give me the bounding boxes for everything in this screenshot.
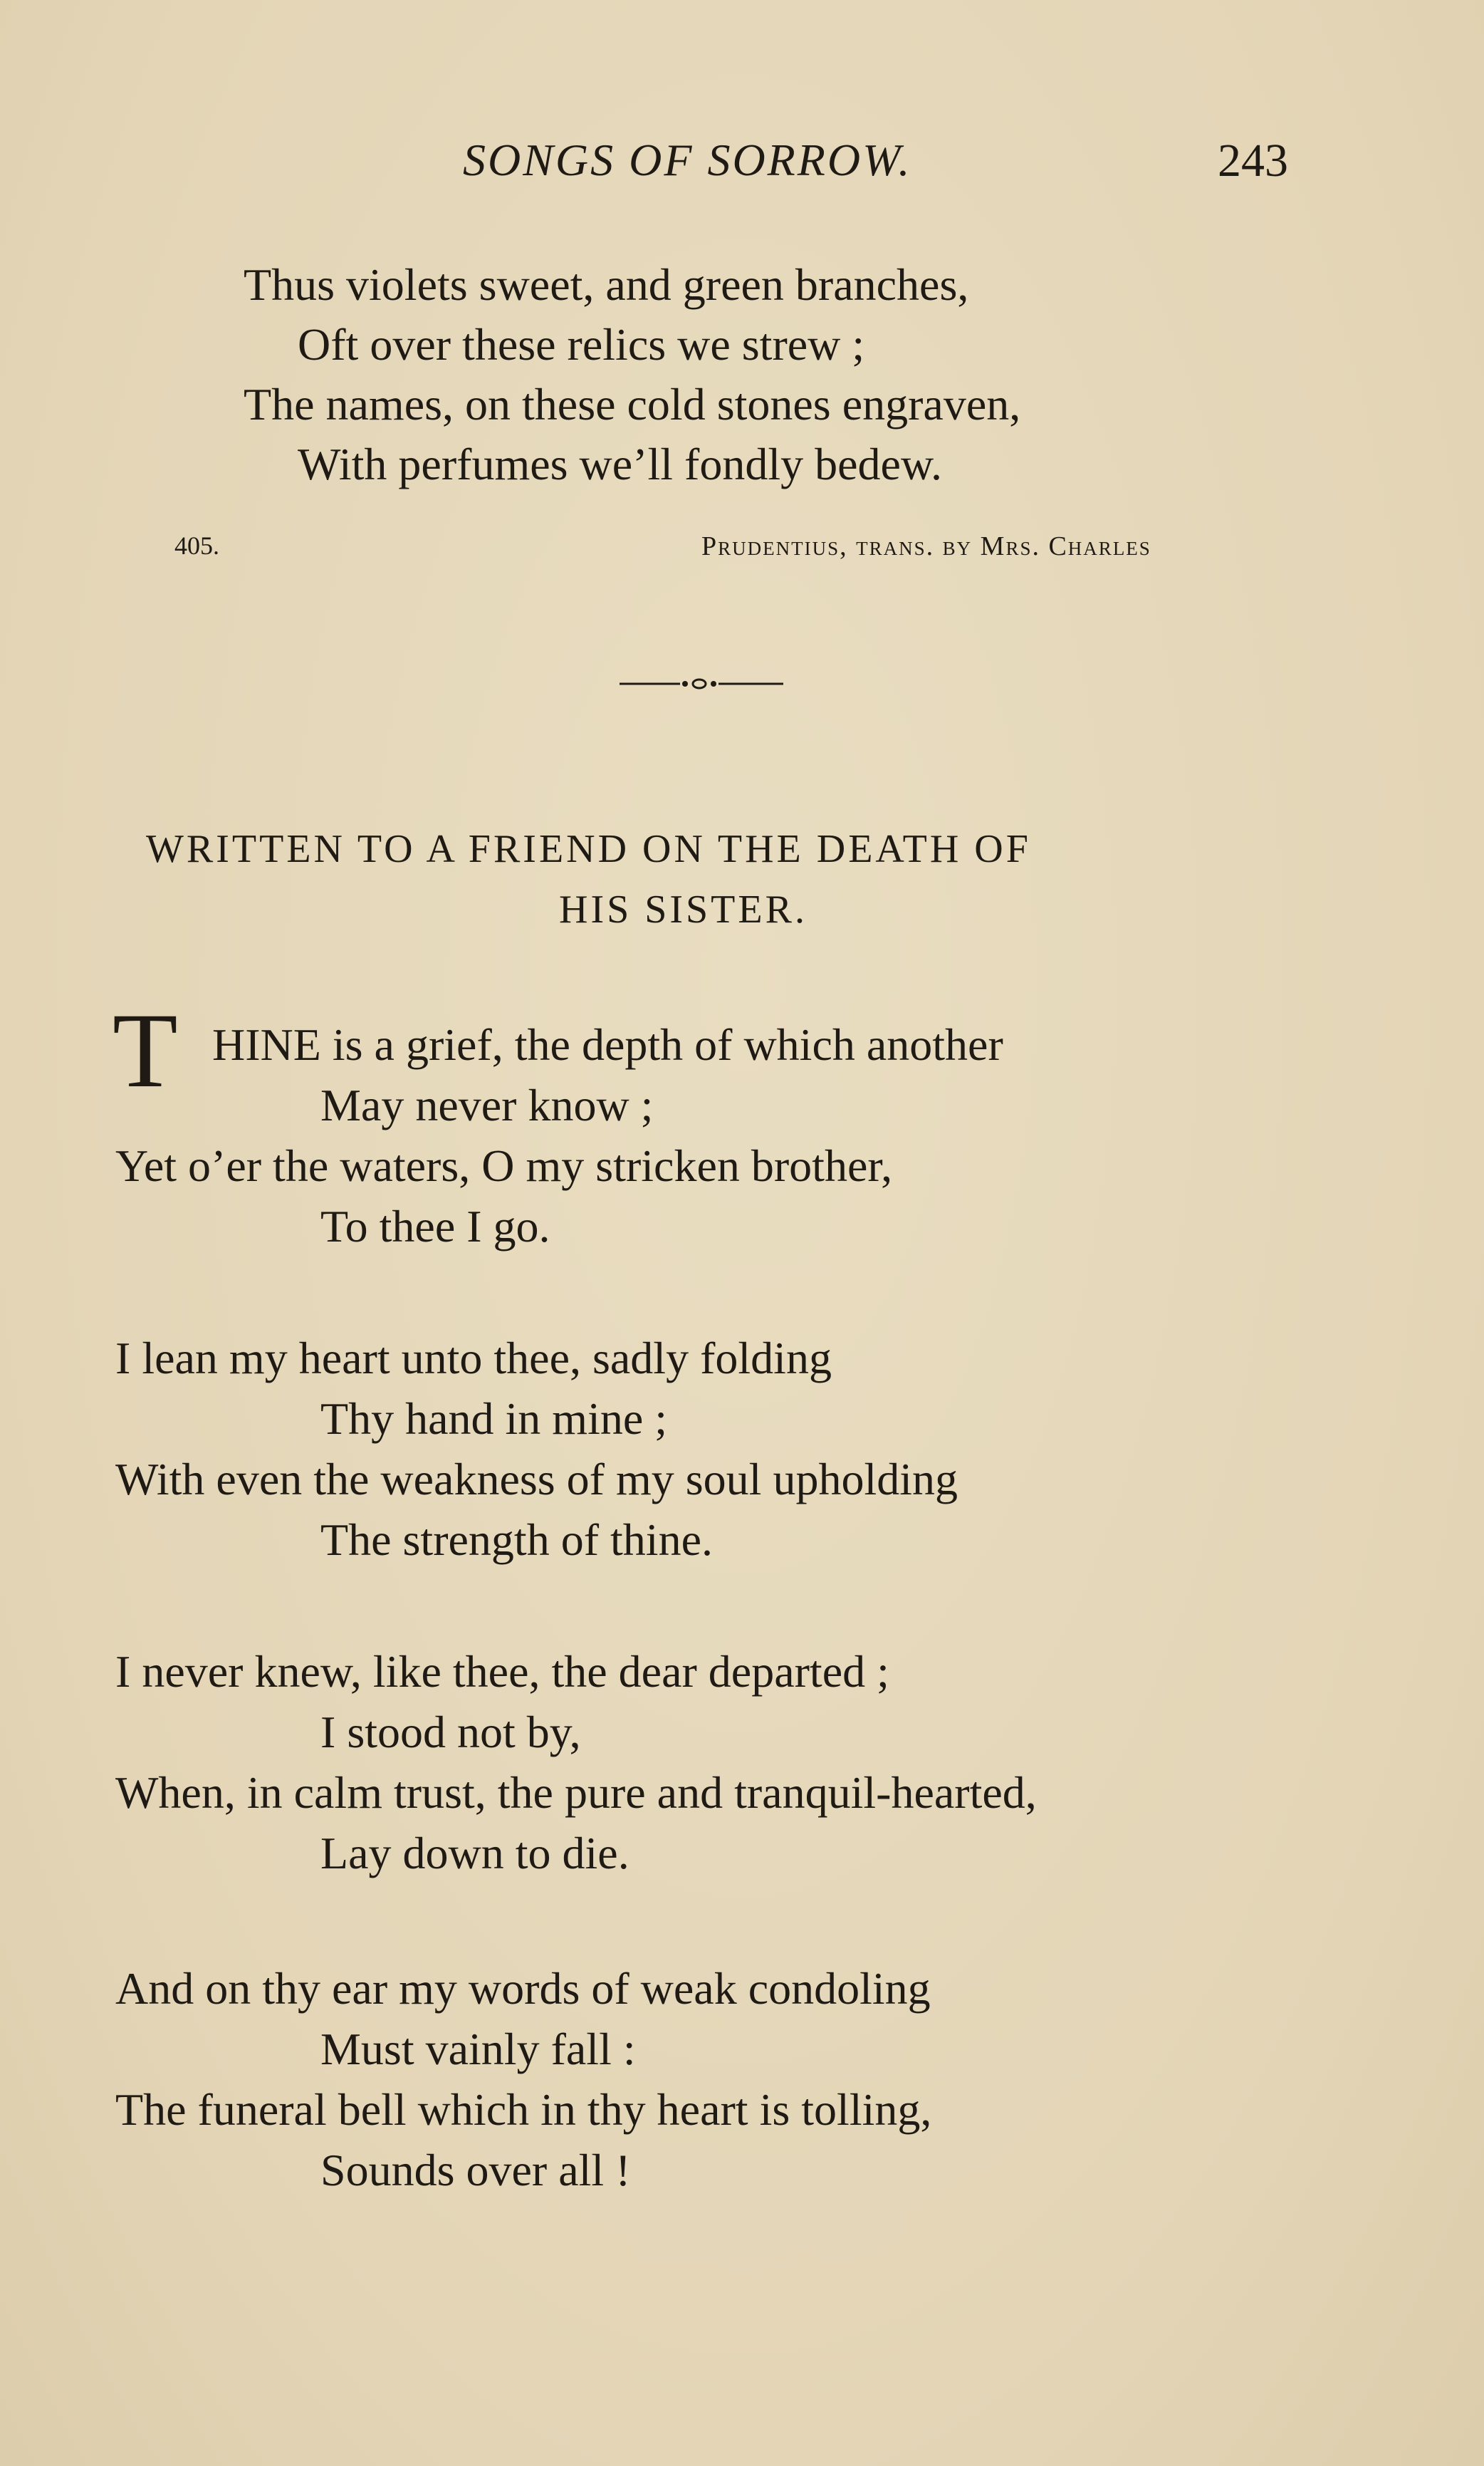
poem-line: Must vainly fall : bbox=[320, 2024, 636, 2074]
poem-line: The funeral bell which in thy heart is tolling, bbox=[115, 2084, 932, 2135]
poem-line: I lean my heart unto thee, sadly folding bbox=[115, 1333, 832, 1383]
poem-line: HINE is a grief, the depth of which another bbox=[212, 1019, 1003, 1070]
poem-line: And on thy ear my words of weak condoling bbox=[115, 1963, 931, 2014]
poem-title-line2: HIS SISTER. bbox=[559, 888, 808, 932]
attribution: Prudentius, trans. by Mrs. Charles bbox=[701, 531, 1151, 561]
poem-line: With even the weakness of my soul upholding bbox=[115, 1454, 958, 1504]
prev-poem-line: With perfumes we’ll fondly bedew. bbox=[298, 439, 942, 489]
poem-line: Sounds over all ! bbox=[320, 2145, 631, 2195]
poem-line: Yet o’er the waters, O my stricken brother, bbox=[115, 1140, 893, 1191]
poem-line: May never know ; bbox=[320, 1080, 654, 1130]
section-divider-ornament bbox=[620, 677, 783, 691]
page-number: 243 bbox=[1218, 135, 1288, 187]
poem-title-line1: WRITTEN TO A FRIEND ON THE DEATH OF bbox=[146, 827, 1031, 871]
poem-line: When, in calm trust, the pure and tranquil-hearted, bbox=[115, 1767, 1037, 1818]
poem-line: I never knew, like thee, the dear departed ; bbox=[115, 1646, 889, 1697]
poem-line: To thee I go. bbox=[320, 1201, 550, 1252]
poem-number: 405. bbox=[174, 531, 219, 560]
poem-line: Thy hand in mine ; bbox=[320, 1393, 668, 1444]
poem-line: Lay down to die. bbox=[320, 1828, 629, 1878]
drop-cap: T bbox=[113, 992, 178, 1110]
poem-line: The strength of thine. bbox=[320, 1514, 713, 1565]
prev-poem-line: Oft over these relics we strew ; bbox=[298, 319, 865, 370]
poem-line: I stood not by, bbox=[320, 1707, 581, 1757]
prev-poem-line: Thus violets sweet, and green branches, bbox=[244, 259, 969, 310]
prev-poem-line: The names, on these cold stones engraven, bbox=[244, 379, 1021, 430]
running-title: SONGS OF SORROW. bbox=[463, 135, 912, 185]
